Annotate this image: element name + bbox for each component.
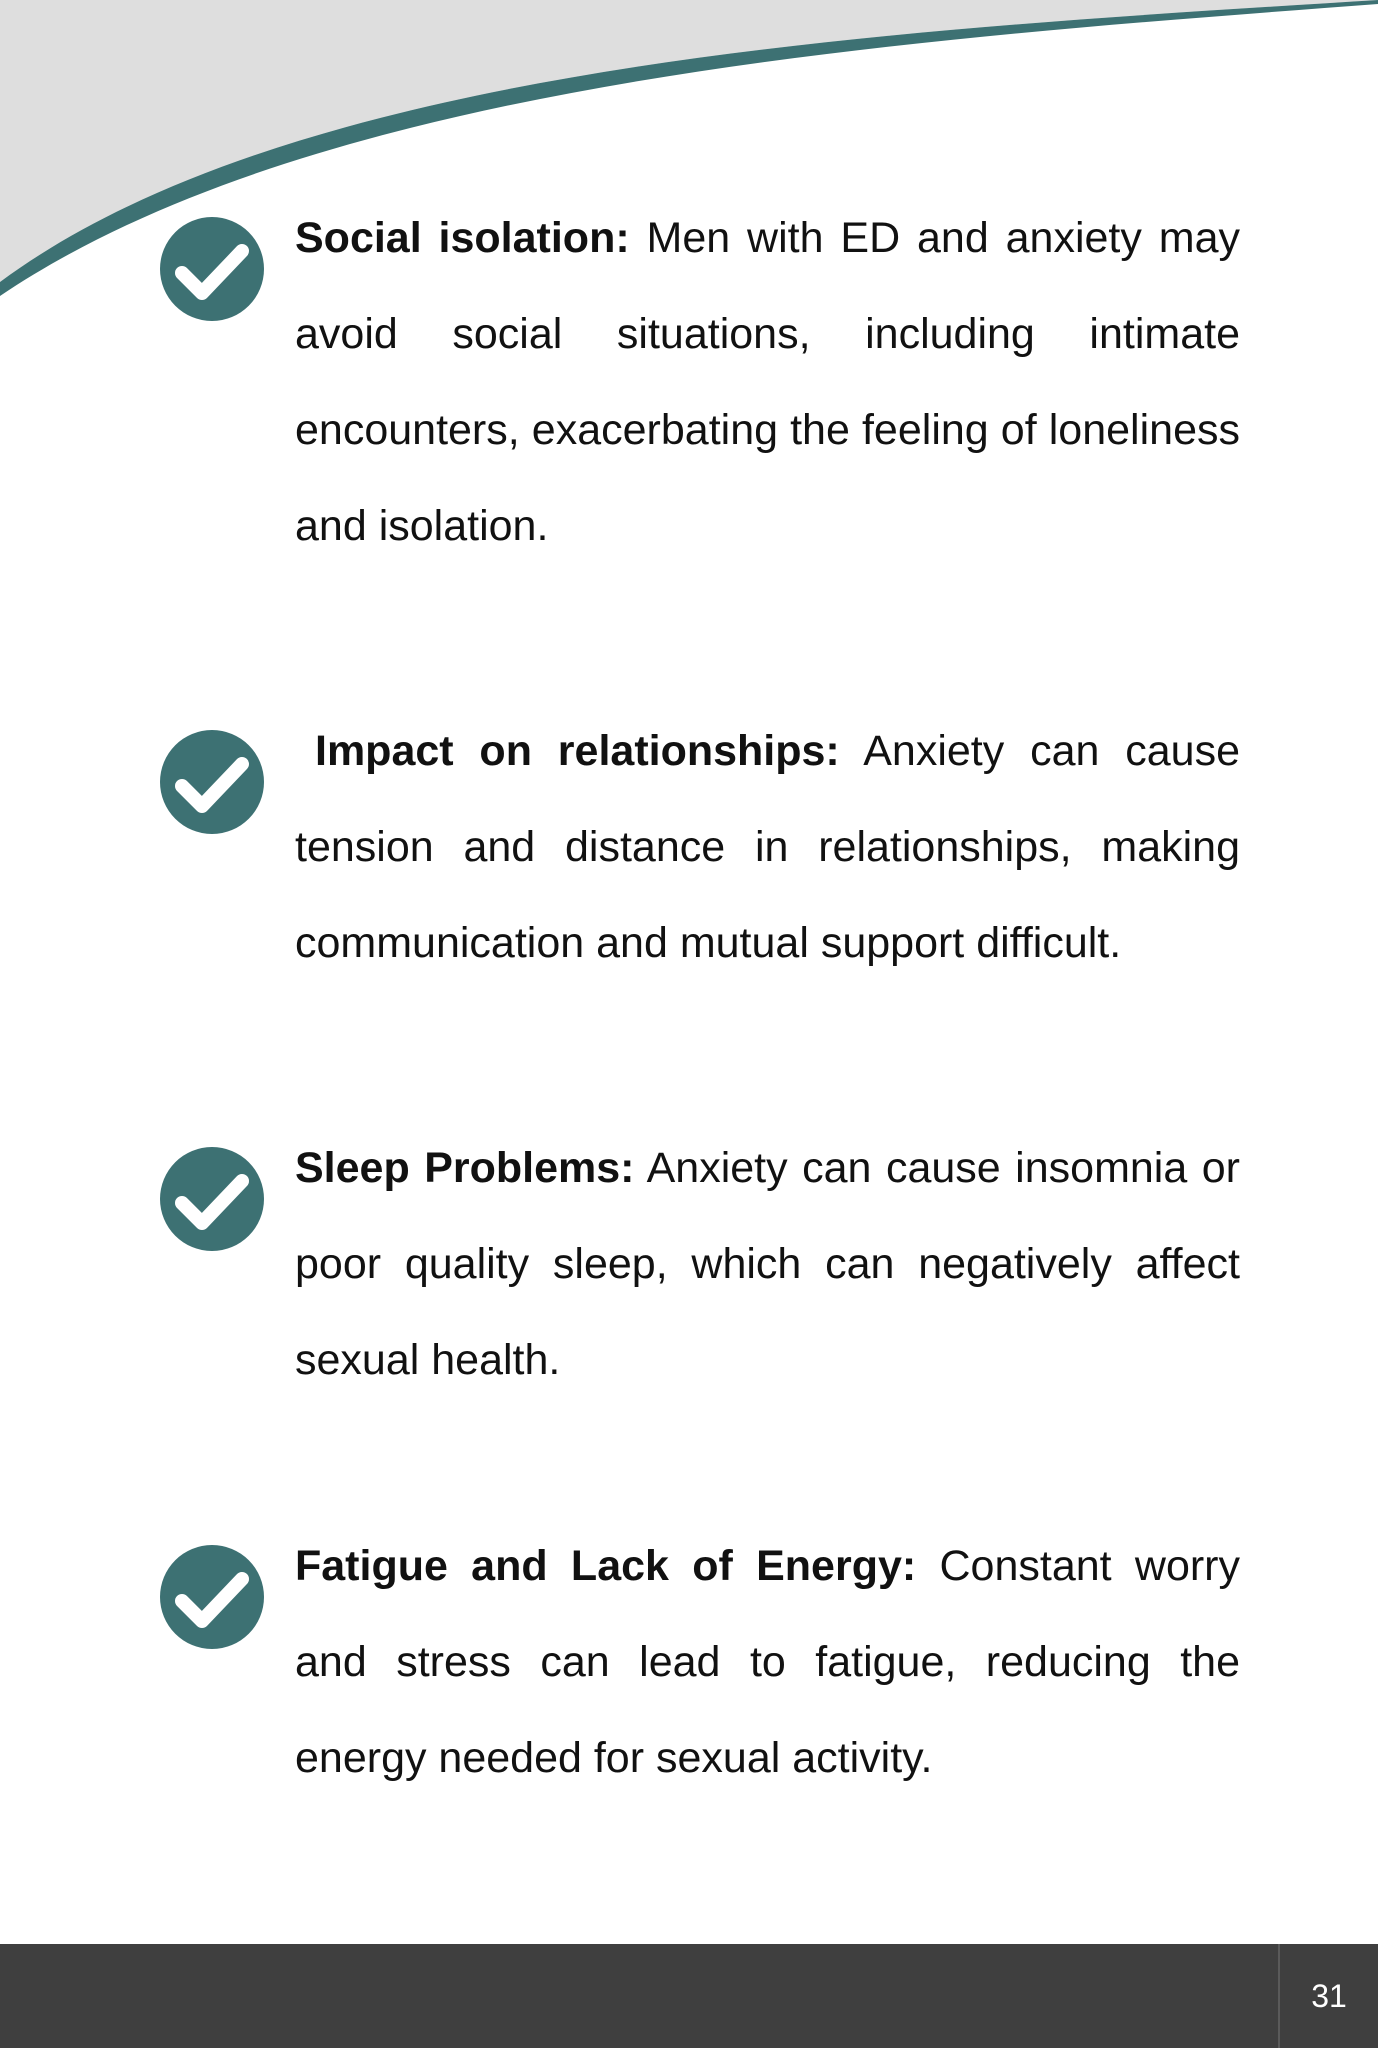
list-item-text [295,703,1240,991]
check-circle-icon [160,217,264,321]
page-number: 31 [1311,1978,1347,2014]
list-item-text [295,1120,1240,1408]
list-item-body: Constant worry and stress can lead to fatigue, reducing the energy needed for sexual activity. [295,1542,1240,1782]
check-circle-icon [160,730,264,834]
list-item-title: Social isolation: [295,214,630,262]
list-item-title: Impact on relationships: [315,727,840,775]
list-item-body: Anxiety can cause insomnia or poor quality sleep, which can negatively affect sexual health. [295,1144,1240,1384]
check-circle-icon [160,1147,264,1251]
list-item-title: Sleep Problems: [295,1144,635,1192]
list-item-body: Anxiety can cause tension and distance in relationships, making communication and mutual support difficult. [295,727,1240,967]
footer-bar [0,1944,1378,2048]
list-item-text [295,190,1240,574]
list-item-body: Men with ED and anxiety may avoid social situations, including intimate encounters, exacerbating the feeling of loneliness and isolation. [295,214,1240,550]
list-item-text [295,1518,1240,1806]
check-circle-icon [160,1545,264,1649]
list-item-title: Fatigue and Lack of Energy: [295,1542,917,1590]
